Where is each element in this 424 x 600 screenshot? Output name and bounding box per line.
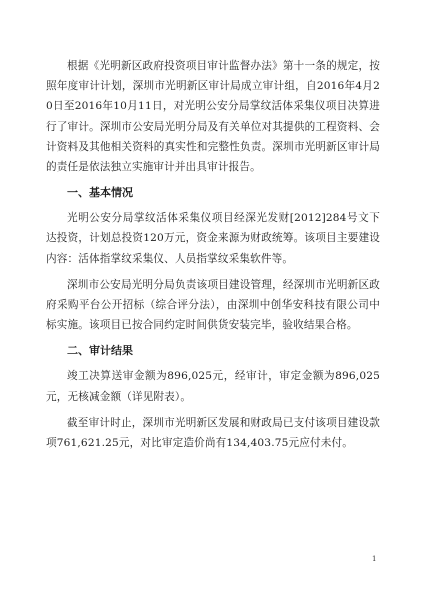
section-heading-basic-info: 一、基本情况: [67, 186, 133, 200]
basic-info-paragraph-1: 光明公安分局掌纹活体采集仪项目经深光发财[2012]284号文下达投资，计划总投资120万元，资金来源为财政统筹。该项目主要建设内容：活体指掌纹采集仪、人员指掌纹采集软件等。: [46, 212, 380, 265]
audit-result-paragraph-2: 截至审计时止，深圳市光明新区发展和财政局已支付该项目建设款项761,621.25元，对比审定造价尚有134,403.75元应付未付。: [46, 416, 380, 450]
audit-result-paragraph-1: 竣工决算送审金额为896,025元，经审计，审定金额为896,025元，无核减金额（详见附表）。: [46, 370, 380, 403]
basic-info-paragraph-2: 深圳市公安局光明分局负责该项目建设管理，经深圳市光明新区政府采购平台公开招标（综合评分法），由深圳中创华安科技有限公司中标实施。该项目已按合同约定时间供货安装完毕，验收结果合格。: [46, 278, 380, 332]
document-body: [46, 56, 380, 459]
section-heading-audit-results: 二、审计结果: [67, 344, 133, 358]
page-number: 1: [372, 555, 377, 563]
intro-paragraph: 根据《光明新区政府投资项目审计监督办法》第十一条的规定，按照年度审计计划，深圳市光明新区审计局成立审计组，自2016年4月20日至2016年10月11日，对光明公安分局掌纹活体采集仪项目决算进行了审计。深圳市公安局光明分局及有关单位对其提供的工程资料、会计资料及其他相关资料的真实性和完整性负责。深圳市光明新区审计局的责任是依法独立实施审计并出具审计报告。: [46, 60, 380, 174]
